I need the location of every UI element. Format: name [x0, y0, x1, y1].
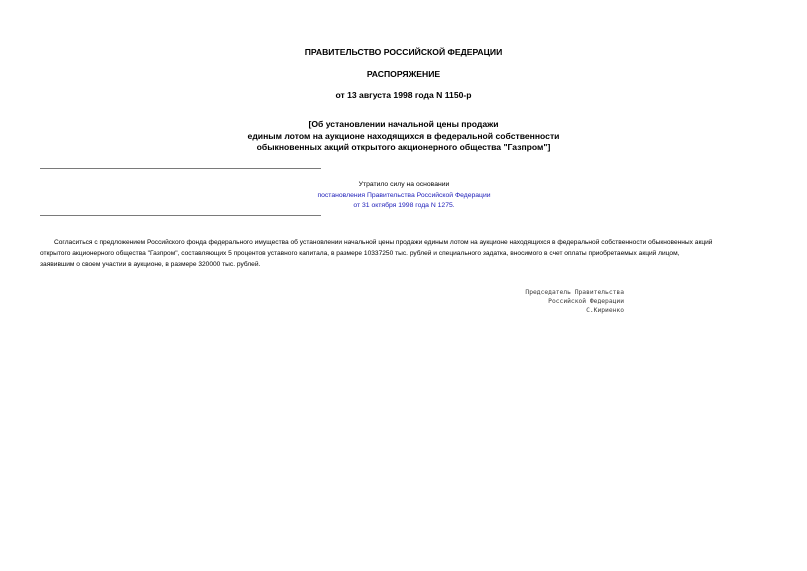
body-line: открытого акционерного общества "Газпром", составляющих 5 процентов уставного капитала, в размере 10337250 тыс. рублей и специального задатка, вносимого в счет оплаты приобретаемых акций лицом,: [40, 250, 680, 257]
divider-bottom: [40, 215, 321, 216]
repealing-act-link[interactable]: постановления Правительства Российской Федерации: [317, 191, 491, 199]
divider-top: [40, 168, 321, 169]
status-note: [280, 180, 528, 212]
body-paragraph: [40, 237, 768, 270]
status-note-text: Утратило силу на основании: [358, 181, 450, 188]
signatory-name: С.Кириенко: [586, 306, 624, 314]
repealing-act-link-date[interactable]: от 31 октября 1998 года N 1275.: [353, 202, 455, 209]
document-title-line: единым лотом на аукционе находящихся в федеральной собственности: [247, 130, 560, 141]
document-title-line: обыкновенных акций открытого акционерного общества "Газпром"]: [256, 142, 551, 152]
document-type: РАСПОРЯЖЕНИЕ: [366, 69, 441, 79]
document-title-line: [Об установлении начальной цены продажи: [308, 119, 499, 129]
signature-block: [525, 289, 624, 315]
issuing-organization: ПРАВИТЕЛЬСТВО РОССИЙСКОЙ ФЕДЕРАЦИИ: [304, 47, 503, 57]
document-title: [0, 119, 807, 154]
document-date-number: от 13 августа 1998 года N 1150-р: [335, 90, 472, 100]
signatory-position-country: Российской Федерации: [548, 297, 624, 305]
body-line: заявившим о своем участии в аукционе, в размере 320000 тыс. рублей.: [40, 261, 261, 268]
signatory-position: Председатель Правительства: [525, 289, 624, 296]
body-line: Согласиться с предложением Российского фонда федерального имущества об установлении начальной цены продажи единым лотом на аукционе находящихся в федеральной собственности обыкновенных акций: [54, 239, 713, 246]
